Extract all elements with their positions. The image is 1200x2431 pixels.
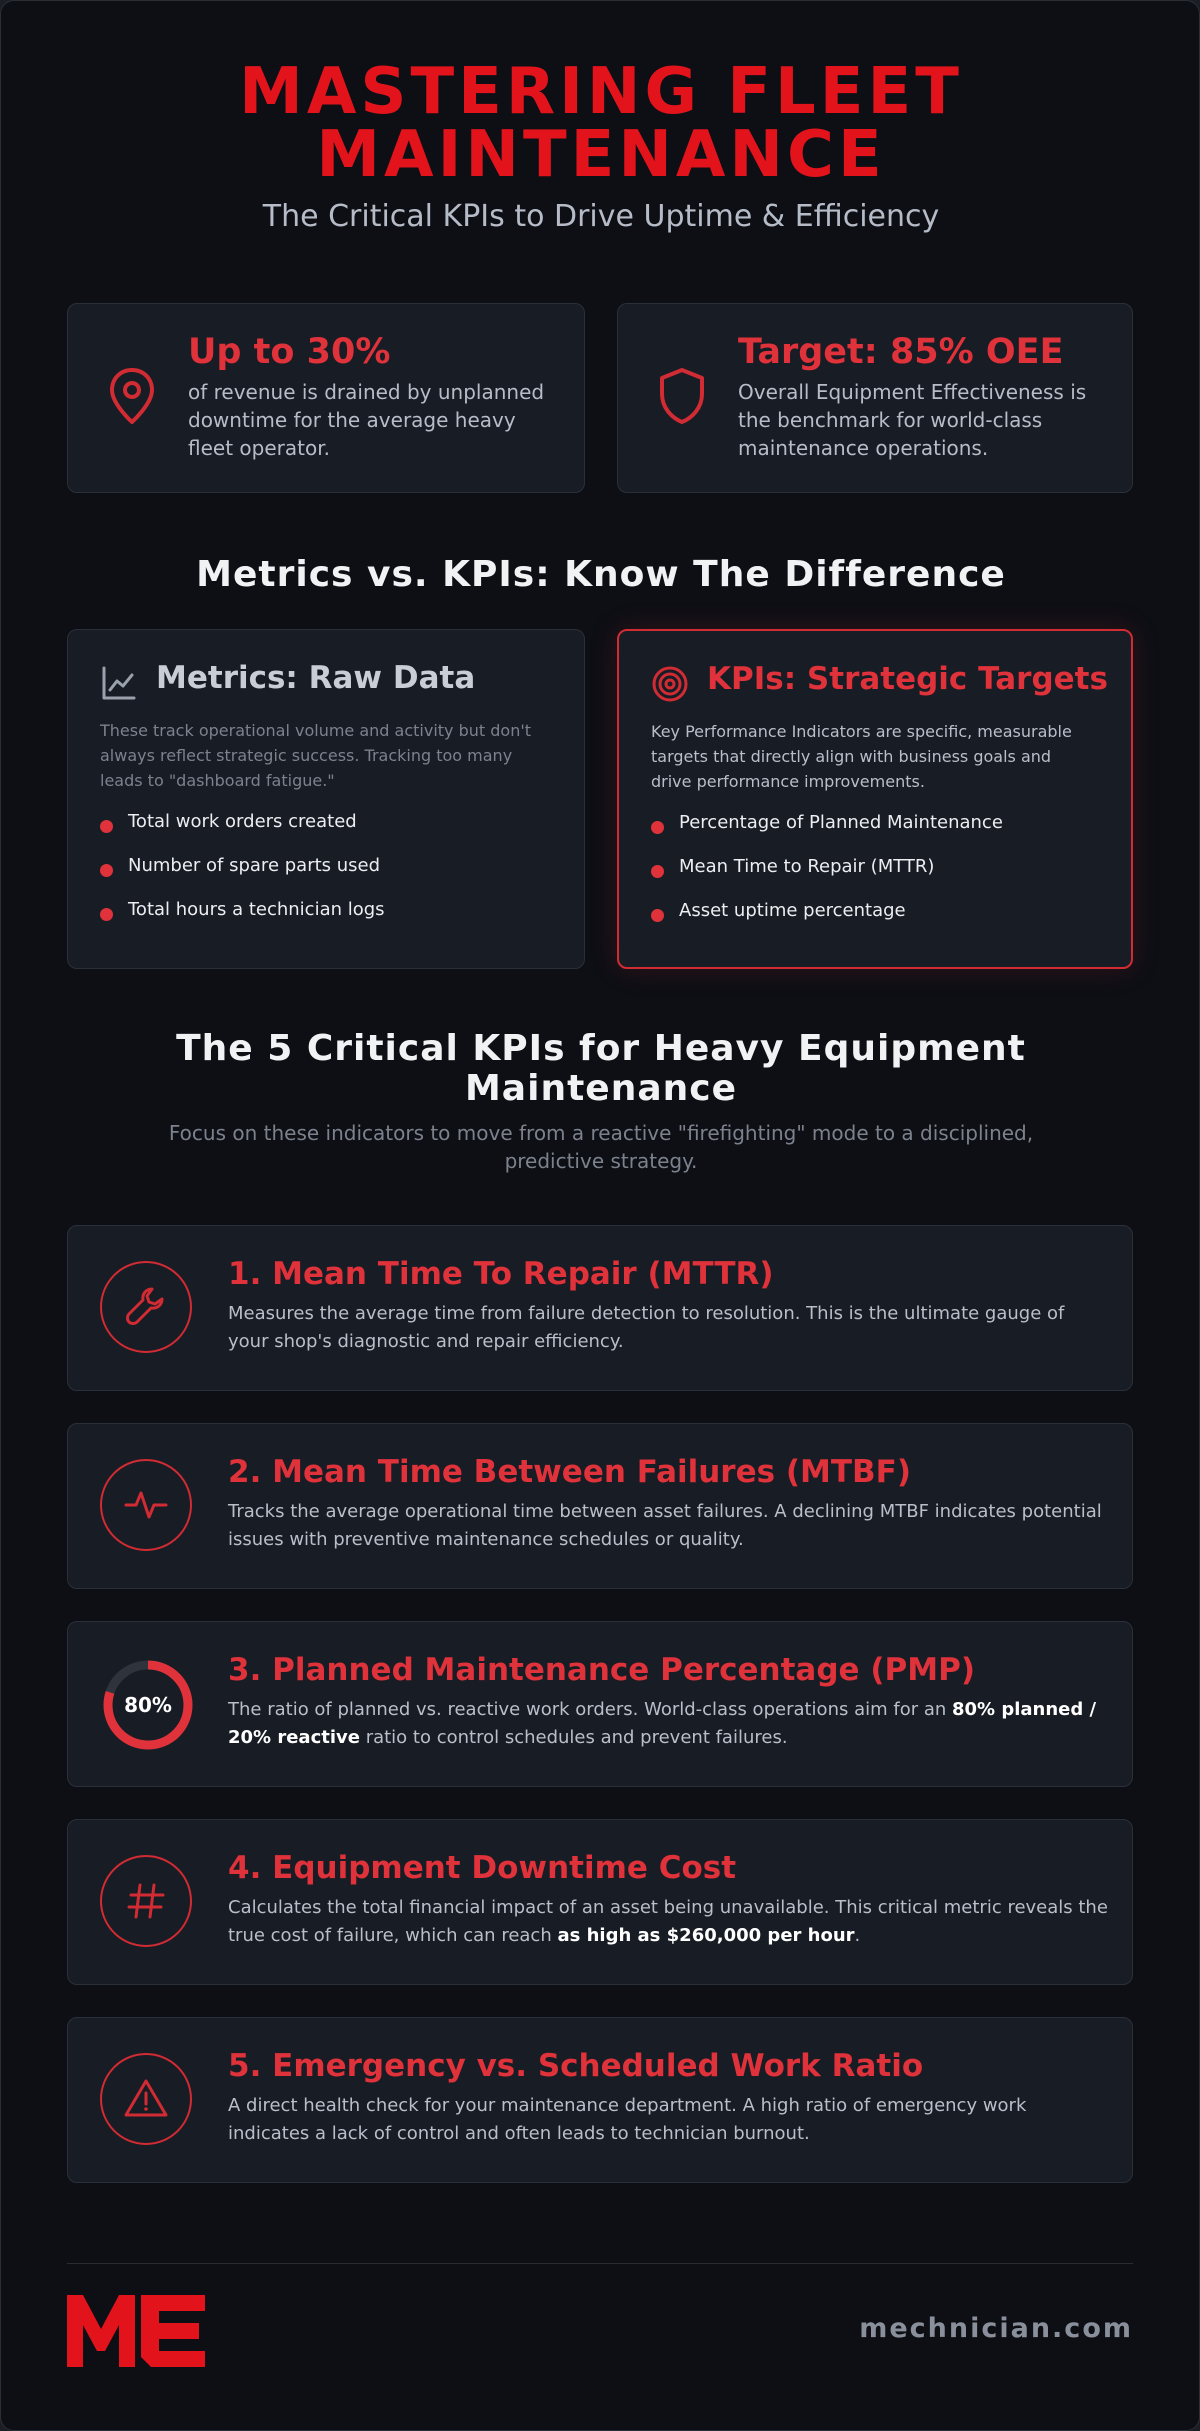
- list-item: [651, 855, 1003, 899]
- metrics-list: [100, 810, 385, 942]
- bullet-dot: [651, 865, 664, 878]
- stat-description: of revenue is drained by unplanned downtime for the average heavy fleet operator.: [188, 380, 545, 460]
- list-item-text: Total work orders created: [128, 811, 357, 832]
- kpi-card-mtbf: [67, 1423, 1133, 1589]
- bullet-dot: [100, 864, 113, 877]
- critical-intro-line-1: Focus on these indicators to move from a reactive "firefighting" mode to a disciplined,: [168, 1121, 1034, 1145]
- list-item: [651, 811, 1003, 855]
- warning-icon: [122, 2075, 170, 2123]
- kpi-card-emergency-ratio: [67, 2017, 1133, 2183]
- stat-description: Overall Equipment Effectiveness is the benchmark for world-class maintenance operations.: [738, 380, 1087, 460]
- kpi-description: [228, 1894, 1108, 1950]
- pmp-gauge-label: 80%: [124, 1693, 172, 1717]
- pulse-icon: [122, 1481, 170, 1529]
- location-pin-icon: [104, 364, 160, 428]
- hash-icon: [122, 1877, 170, 1925]
- kpi-card-mttr: [67, 1225, 1133, 1391]
- kpis-card: [617, 629, 1133, 969]
- kpi-description-highlight: 80% planned / 20% reactive: [228, 1699, 1097, 1748]
- bullet-dot: [651, 909, 664, 922]
- list-item-text: Number of spare parts used: [128, 855, 381, 876]
- list-item: [100, 810, 385, 854]
- stat-card-revenue: [67, 303, 585, 493]
- critical-intro: [1, 1119, 1200, 1175]
- list-item: [100, 898, 385, 942]
- kpi-title: 5. Emergency vs. Scheduled Work Ratio: [228, 2048, 924, 2084]
- stat-value: Target: 85% OEE: [738, 332, 1064, 372]
- kpi-description-highlight: as high as $260,000 per hour: [557, 1925, 855, 1946]
- brand-logo: [67, 2295, 205, 2367]
- kpi-icon-circle: [100, 1855, 192, 1947]
- kpi-card-downtime-cost: [67, 1819, 1133, 1985]
- kpis-description: Key Performance Indicators are specific, measurable targets that directly align with business goals and drive performance improvements.: [651, 722, 1072, 791]
- metrics-card: [67, 629, 585, 969]
- kpi-description: Measures the average time from failure detection to resolution. This is the ultimate gauge of your shop's diagnostic and repair efficiency.: [228, 1303, 1065, 1352]
- pmp-gauge: [100, 1657, 196, 1753]
- critical-heading-line-2: Maintenance: [464, 1068, 738, 1109]
- kpi-icon-circle: [100, 2053, 192, 2145]
- kpi-description: Tracks the average operational time between asset failures. A declining MTBF indicates potential issues with preventive maintenance schedules or quality.: [228, 1501, 1102, 1550]
- kpi-title: 3. Planned Maintenance Percentage (PMP): [228, 1652, 975, 1688]
- kpi-title: 1. Mean Time To Repair (MTTR): [228, 1256, 774, 1292]
- list-item: [651, 899, 1003, 943]
- kpi-title: 2. Mean Time Between Failures (MTBF): [228, 1454, 911, 1490]
- title-line-2: MAINTENANCE: [316, 118, 886, 192]
- line-chart-icon: [100, 664, 138, 702]
- kpi-description-text: The ratio of planned vs. reactive work orders. World-class operations aim for an: [228, 1699, 952, 1720]
- target-icon: [651, 665, 689, 703]
- kpi-description: [228, 1696, 1108, 1752]
- title-line-1: MASTERING FLEET: [239, 55, 963, 129]
- wrench-icon: [122, 1283, 170, 1331]
- kpi-icon-circle: [100, 1459, 192, 1551]
- bullet-dot: [651, 821, 664, 834]
- kpi-description-text: ratio to control schedules and prevent failures.: [359, 1727, 788, 1748]
- list-item: [100, 854, 385, 898]
- metrics-title: Metrics: Raw Data: [156, 660, 476, 696]
- bullet-dot: [100, 908, 113, 921]
- metrics-description: These track operational volume and activity but don't always reflect strategic success. Tracking too many leads to "dashboard fatigue.": [100, 721, 532, 790]
- stat-value: Up to 30%: [188, 332, 391, 372]
- critical-intro-line-2: predictive strategy.: [504, 1149, 698, 1173]
- list-item-text: Mean Time to Repair (MTTR): [679, 856, 935, 877]
- critical-heading-line-1: The 5 Critical KPIs for Heavy Equipment: [176, 1028, 1026, 1069]
- shield-icon: [654, 364, 710, 428]
- kpi-title: 4. Equipment Downtime Cost: [228, 1850, 737, 1886]
- kpi-icon-circle: [100, 1261, 192, 1353]
- kpi-description: A direct health check for your maintenance department. A high ratio of emergency work indicates a lack of control and often leads to technician burnout.: [228, 2095, 1027, 2144]
- kpi-card-pmp: [67, 1621, 1133, 1787]
- page-title: [1, 55, 1200, 192]
- stat-card-oee: [617, 303, 1133, 493]
- kpi-description-text: .: [854, 1925, 861, 1946]
- website-link[interactable]: mechnician.com: [859, 2313, 1133, 2344]
- list-item-text: Total hours a technician logs: [128, 899, 385, 920]
- footer-divider: [67, 2263, 1133, 2264]
- list-item-text: Asset uptime percentage: [679, 900, 906, 921]
- page-subtitle: The Critical KPIs to Drive Uptime & Efficiency: [262, 199, 940, 234]
- kpis-title: KPIs: Strategic Targets: [707, 661, 1108, 697]
- kpis-list: [651, 811, 1003, 943]
- comparison-heading: Metrics vs. KPIs: Know The Difference: [196, 554, 1006, 595]
- bullet-dot: [100, 820, 113, 833]
- kpi-description-text: Calculates the total financial impact of an asset being unavailable. This critical metric reveals the true cost of failure, which can reach: [228, 1897, 1108, 1946]
- list-item-text: Percentage of Planned Maintenance: [679, 812, 1003, 833]
- critical-heading: [1, 1029, 1200, 1109]
